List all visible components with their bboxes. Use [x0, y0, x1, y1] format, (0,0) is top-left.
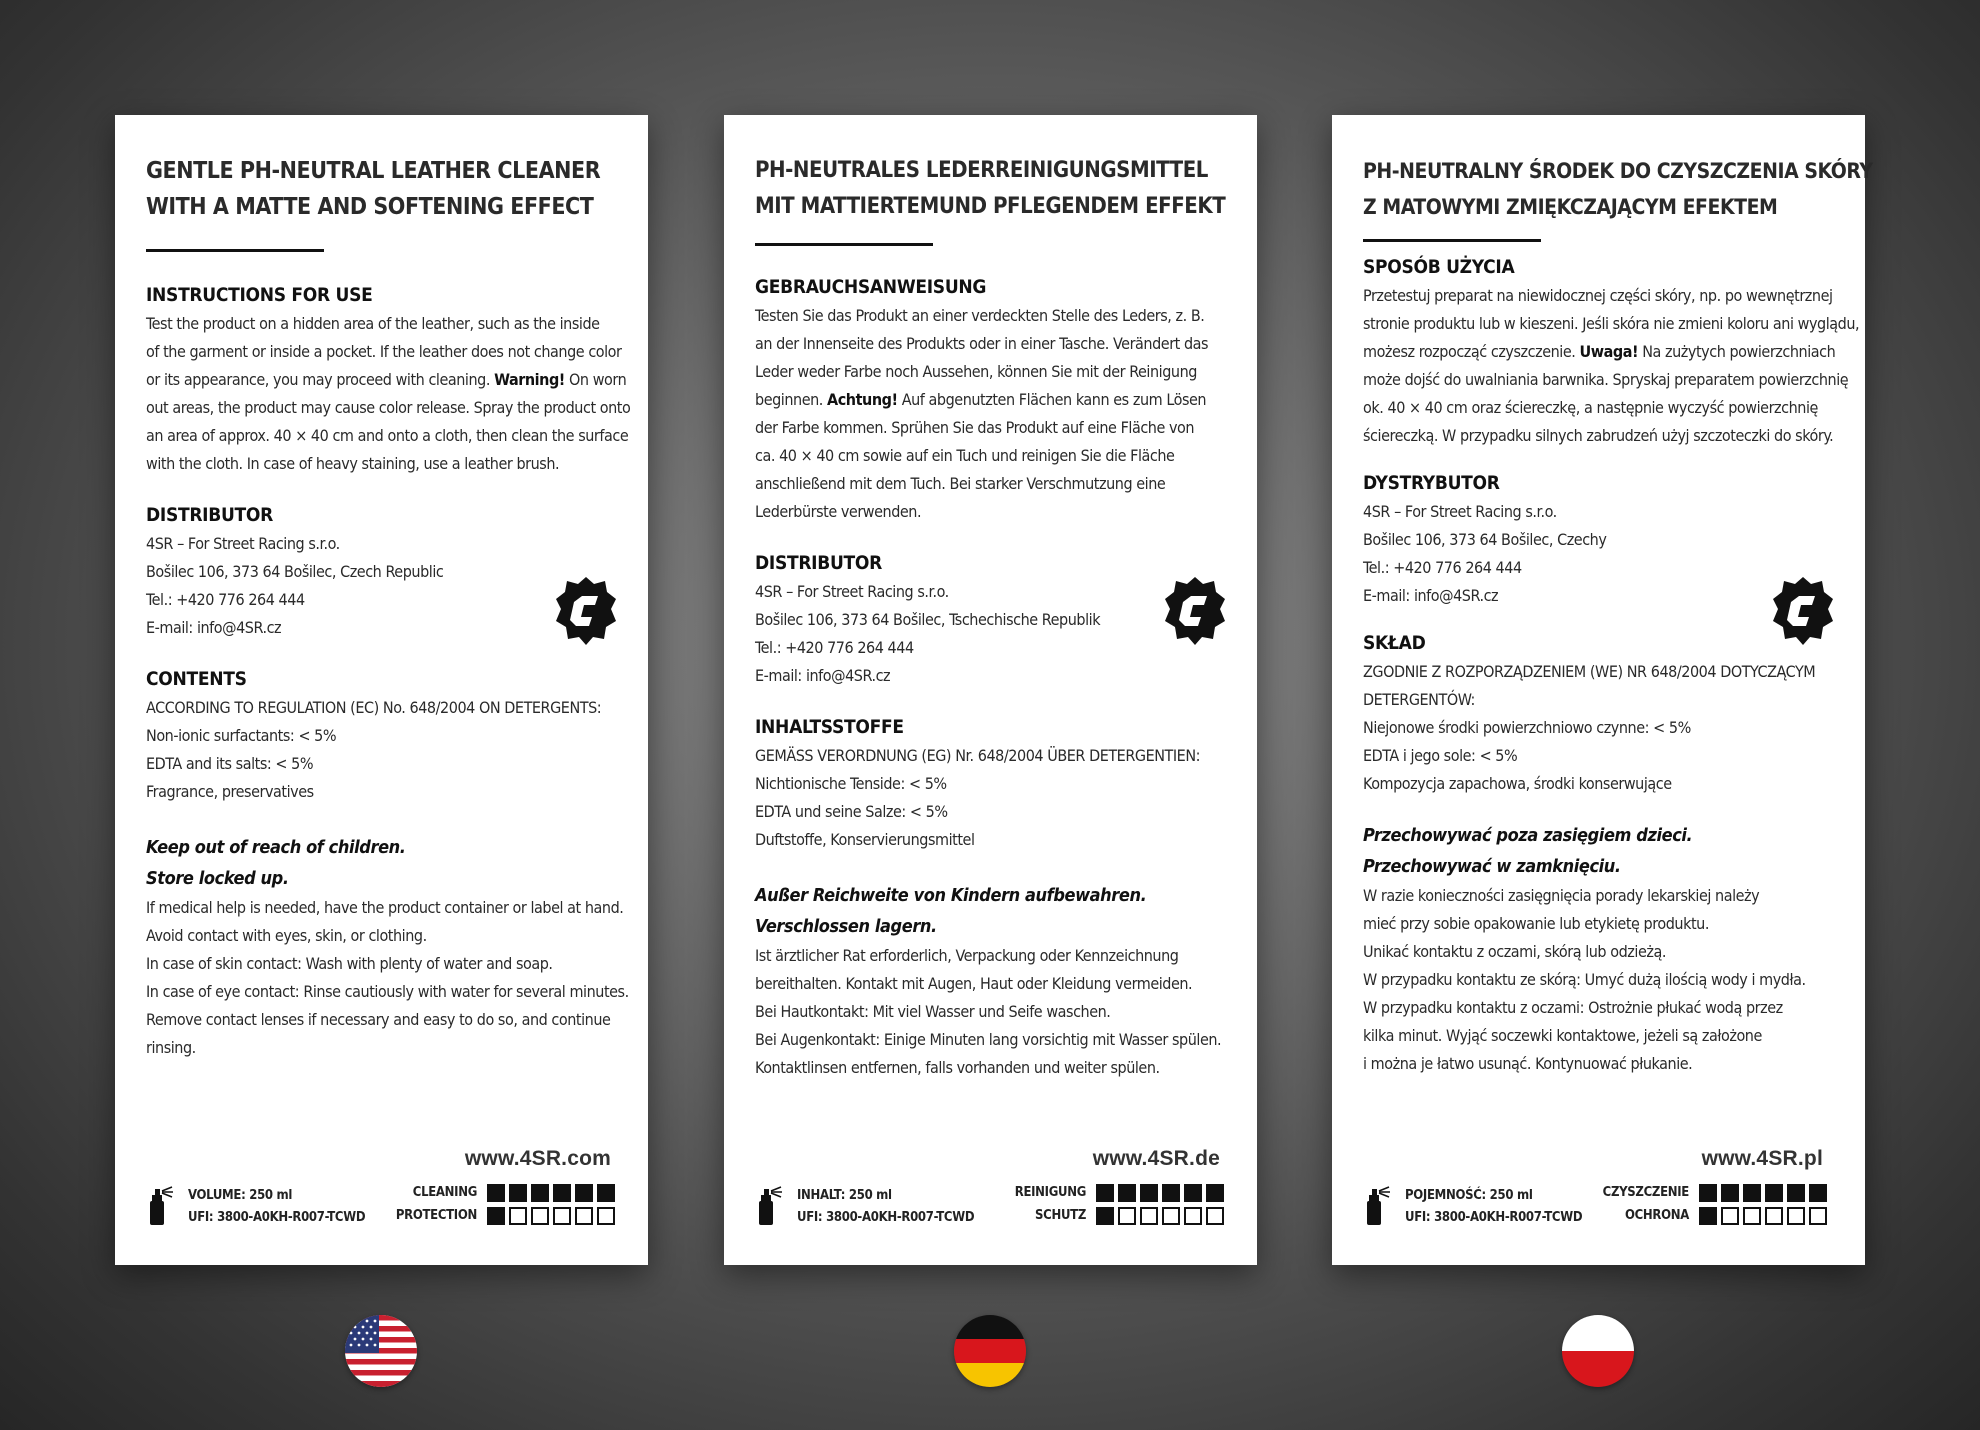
poland-flag-icon: [1562, 1315, 1634, 1387]
text-line: W przypadku kontaktu ze skórą: Umyć dużą ilością wody i mydła.: [1363, 970, 1806, 989]
text-line: może dojść do uwalniania barwnika. Spryskaj preparatem powierzchnię: [1363, 370, 1849, 389]
text-line: 4SR – For Street Racing s.r.o.: [146, 534, 340, 553]
title-line: MIT MATTIERTEMUND PFLEGENDEM EFFEKT: [755, 194, 1226, 219]
text-line: EDTA i jego sole: < 5%: [1363, 746, 1518, 765]
scale-box-empty: [575, 1207, 593, 1225]
scale-box-empty: [1809, 1207, 1827, 1225]
text-line: Nichtionische Tenside: < 5%: [755, 774, 947, 793]
text-line: DETERGENTÓW:: [1363, 690, 1475, 709]
volume-text: VOLUME: 250 ml: [188, 1188, 293, 1203]
text-line: W razie konieczności zasięgnięcia porady lekarskiej należy: [1363, 886, 1760, 905]
title-divider: [146, 249, 324, 252]
scale-box-empty: [1118, 1207, 1136, 1225]
title-line: PH-NEUTRALNY ŚRODEK DO CZYSZCZENIA SKÓRY: [1363, 159, 1873, 183]
text-line: 4SR – For Street Racing s.r.o.: [755, 582, 949, 601]
scale-row-cleaning: [396, 1181, 615, 1204]
text-line: anschließend mit dem Tuch. Bei starker Verschmutzung eine: [755, 474, 1166, 493]
scale-box-filled: [1765, 1184, 1783, 1202]
instructions-heading: INSTRUCTIONS FOR USE: [146, 284, 373, 306]
scale-boxes: [483, 1207, 615, 1225]
scale-box-filled: [1162, 1184, 1180, 1202]
distributor-heading: DISTRIBUTOR: [146, 504, 274, 526]
text-line: Ist ärztlicher Rat erforderlich, Verpackung oder Kennzeichnung: [755, 946, 1179, 965]
volume-info: [1405, 1185, 1582, 1229]
volume-info: [188, 1185, 365, 1229]
warning-lines: [146, 894, 629, 1062]
spray-can-icon: [1363, 1185, 1391, 1227]
spray-can-icon: [146, 1185, 174, 1227]
scale-boxes: [1092, 1184, 1224, 1202]
text-line: ACCORDING TO REGULATION (EC) No. 648/2004 ON DETERGENTS:: [146, 698, 602, 717]
warning-section: [146, 832, 629, 1062]
scales: [1603, 1181, 1827, 1227]
text-line: Non-ionic surfactants: < 5%: [146, 726, 337, 745]
warning-lines: [1363, 882, 1853, 1078]
spray-can-icon: [755, 1185, 783, 1227]
instructions-section: [755, 276, 1235, 526]
instructions-section: [146, 284, 631, 478]
instructions-section: [1363, 256, 1860, 450]
scale-box-filled: [487, 1207, 505, 1225]
text-line: Test the product on a hidden area of the leather, such as the inside: [146, 314, 600, 333]
scale-box-empty: [1140, 1207, 1158, 1225]
text-line: In case of eye contact: Rinse cautiously with water for several minutes.: [146, 982, 629, 1001]
instructions-heading: SPOSÓB UŻYCIA: [1363, 256, 1515, 278]
warning-section: [1363, 820, 1853, 1078]
leather-c-logo-icon: [1771, 575, 1835, 647]
distributor-heading: DYSTRYBUTOR: [1363, 472, 1500, 494]
instructions-heading: GEBRAUCHSANWEISUNG: [755, 276, 987, 298]
scale-boxes: [1695, 1184, 1827, 1202]
text-line: bereithalten. Kontakt mit Augen, Haut oder Kleidung vermeiden.: [755, 974, 1193, 993]
title-line: Z MATOWYMI ZMIĘKCZAJĄCYM EFEKTEM: [1363, 195, 1778, 219]
scale-box-filled: [509, 1184, 527, 1202]
text-line: i można je łatwo usunąć. Kontynuować płukanie.: [1363, 1054, 1693, 1073]
contents-section: [1363, 632, 1853, 798]
usa-flag-icon: [345, 1315, 417, 1387]
scale-row-cleaning: [1603, 1181, 1827, 1204]
scale-box-filled: [575, 1184, 593, 1202]
text-line: ca. 40 × 40 cm sowie auf ein Tuch und reinigen Sie die Fläche: [755, 446, 1175, 465]
scale-box-filled: [1184, 1184, 1202, 1202]
scale-box-filled: [1743, 1184, 1761, 1202]
scale-box-filled: [531, 1184, 549, 1202]
text-line: Tel.: +420 776 264 444: [755, 638, 914, 657]
germany-flag-icon: [954, 1315, 1026, 1387]
scale-box-empty: [1206, 1207, 1224, 1225]
warning-section: [755, 880, 1235, 1082]
text-line: mieć przy sobie opakowanie lub etykietę produktu.: [1363, 914, 1709, 933]
warning-title: Keep out of reach of children.: [146, 837, 406, 858]
warning-title: Verschlossen lagern.: [755, 916, 937, 937]
scales: [1015, 1181, 1224, 1227]
label-footer: [1363, 1181, 1827, 1231]
text-line: with the cloth. In case of heavy staining, use a leather brush.: [146, 454, 560, 473]
text-line: Bošilec 106, 373 64 Bošilec, Czechy: [1363, 530, 1607, 549]
ufi-text: UFI: 3800-A0KH-R007-TCWD: [188, 1210, 366, 1225]
title-divider: [1363, 239, 1541, 242]
text-line: Unikać kontaktu z oczami, skórą lub odzieżą.: [1363, 942, 1666, 961]
scale-box-filled: [1096, 1207, 1114, 1225]
warning-title: Store locked up.: [146, 868, 289, 889]
scale-box-empty: [553, 1207, 571, 1225]
scale-box-empty: [1721, 1207, 1739, 1225]
scale-row-protection: [1603, 1204, 1827, 1227]
label-polish: [1332, 115, 1873, 1265]
text-line: Leder weder Farbe noch Aussehen, können Sie mit der Reinigung: [755, 362, 1197, 381]
title-line: PH-NEUTRALES LEDERREINIGUNGSMITTEL: [755, 158, 1208, 183]
scale-box-filled: [487, 1184, 505, 1202]
text-line: Tel.: +420 776 264 444: [1363, 558, 1522, 577]
volume-info: [797, 1185, 974, 1229]
warning-title: Przechowywać poza zasięgiem dzieci.: [1363, 825, 1693, 846]
text-line: możesz rozpocząć czyszczenie. Uwaga! Na zużytych powierzchniach: [1363, 342, 1836, 361]
text-line: of the garment or inside a pocket. If the leather does not change color: [146, 342, 622, 361]
text-line: Remove contact lenses if necessary and easy to do so, and continue: [146, 1010, 611, 1029]
contents-lines: [1363, 658, 1853, 798]
scale-box-empty: [509, 1207, 527, 1225]
scale-box-filled: [1721, 1184, 1739, 1202]
scale-box-empty: [531, 1207, 549, 1225]
contents-heading: INHALTSSTOFFE: [755, 716, 904, 738]
scale-label: PROTECTION: [395, 1208, 477, 1223]
text-line: an area of approx. 40 × 40 cm and onto a cloth, then clean the surface: [146, 426, 629, 445]
scale-box-empty: [1787, 1207, 1805, 1225]
scale-box-filled: [1809, 1184, 1827, 1202]
volume-text: INHALT: 250 ml: [797, 1188, 892, 1203]
label-english: [115, 115, 648, 1265]
text-line: Kompozycja zapachowa, środki konserwujące: [1363, 774, 1672, 793]
scale-row-protection: [396, 1204, 615, 1227]
contents-section: [146, 668, 626, 806]
scale-label: CLEANING: [412, 1185, 477, 1200]
scale-box-filled: [1096, 1184, 1114, 1202]
leather-c-logo-icon: [1163, 575, 1227, 647]
text-line: ściereczką. W przypadku silnych zabrudzeń użyj szczoteczki do skóry.: [1363, 426, 1834, 445]
distributor-heading: DISTRIBUTOR: [755, 552, 883, 574]
scale-box-empty: [1162, 1207, 1180, 1225]
text-line: Niejonowe środki powierzchniowo czynne: < 5%: [1363, 718, 1691, 737]
text-line: ok. 40 × 40 cm oraz ściereczkę, a następnie wyczyść powierzchnię: [1363, 398, 1818, 417]
text-line: beginnen. Achtung! Auf abgenutzten Flächen kann es zum Lösen: [755, 390, 1207, 409]
text-line: Bei Augenkontakt: Einige Minuten lang vorsichtig mit Wasser spülen.: [755, 1030, 1222, 1049]
scale-box-filled: [553, 1184, 571, 1202]
label-title: [1363, 153, 1873, 225]
text-line: Avoid contact with eyes, skin, or clothing.: [146, 926, 427, 945]
scale-box-filled: [1118, 1184, 1136, 1202]
scale-box-empty: [1743, 1207, 1761, 1225]
text-line: Kontaktlinsen entfernen, falls vorhanden und weiter spülen.: [755, 1058, 1160, 1077]
ufi-text: UFI: 3800-A0KH-R007-TCWD: [1405, 1210, 1583, 1225]
website-link[interactable]: www.4SR.com: [464, 1147, 611, 1170]
label-title: [146, 153, 626, 225]
text-line: out areas, the product may cause color release. Spray the product onto: [146, 398, 631, 417]
scale-box-filled: [597, 1184, 615, 1202]
text-line: GEMÄSS VERORDNUNG (EG) Nr. 648/2004 ÜBER DETERGENTIEN:: [755, 746, 1201, 765]
warning-lines: [755, 942, 1235, 1082]
contents-lines: [146, 694, 626, 806]
warning-title: Przechowywać w zamknięciu.: [1363, 856, 1621, 877]
scale-box-empty: [1184, 1207, 1202, 1225]
scale-box-filled: [1787, 1184, 1805, 1202]
text-line: E-mail: info@4SR.cz: [146, 618, 282, 637]
contents-heading: CONTENTS: [146, 668, 247, 690]
contents-lines: [755, 742, 1235, 854]
instructions-lines: [755, 302, 1235, 526]
text-line: der Farbe kommen. Sprühen Sie das Produkt auf eine Fläche von: [755, 418, 1195, 437]
volume-text: POJEMNOŚĆ: 250 ml: [1405, 1188, 1533, 1203]
warning-title: Außer Reichweite von Kindern aufbewahren.: [755, 885, 1147, 906]
scale-box-empty: [597, 1207, 615, 1225]
text-line: Testen Sie das Produkt an einer verdeckten Stelle des Leders, z. B.: [755, 306, 1205, 325]
text-line: Przetestuj preparat na niewidocznej części skóry, np. po wewnętrznej: [1363, 286, 1833, 305]
text-line: E-mail: info@4SR.cz: [755, 666, 891, 685]
instructions-lines: [1363, 282, 1860, 450]
text-line: an der Innenseite des Produkts oder in einer Tasche. Verändert das: [755, 334, 1209, 353]
text-line: stronie produktu lub w kieszeni. Jeśli skóra nie zmieni koloru ani wyglądu,: [1363, 314, 1860, 333]
label-footer: [146, 1181, 615, 1231]
text-line: Duftstoffe, Konservierungsmittel: [755, 830, 975, 849]
scale-boxes: [1092, 1207, 1224, 1225]
ufi-text: UFI: 3800-A0KH-R007-TCWD: [797, 1210, 975, 1225]
text-line: W przypadku kontaktu z oczami: Ostrożnie płukać wodą przez: [1363, 998, 1783, 1017]
text-line: Bei Hautkontakt: Mit viel Wasser und Seife waschen.: [755, 1002, 1111, 1021]
scale-box-filled: [1699, 1184, 1717, 1202]
scale-boxes: [483, 1184, 615, 1202]
title-line: WITH A MATTE AND SOFTENING EFFECT: [146, 194, 594, 220]
instructions-lines: [146, 310, 631, 478]
title-divider: [755, 243, 933, 246]
scale-boxes: [1695, 1207, 1827, 1225]
text-line: 4SR – For Street Racing s.r.o.: [1363, 502, 1557, 521]
title-line: GENTLE PH-NEUTRAL LEATHER CLEANER: [146, 158, 601, 184]
contents-heading: SKŁAD: [1363, 632, 1426, 654]
scales: [396, 1181, 615, 1227]
scale-box-filled: [1699, 1207, 1717, 1225]
leather-c-logo-icon: [554, 575, 618, 647]
website-link[interactable]: www.4SR.pl: [1701, 1147, 1823, 1170]
text-line: ZGODNIE Z ROZPORZĄDZENIEM (WE) NR 648/2004 DOTYCZĄCYM: [1363, 662, 1816, 681]
label-footer: [755, 1181, 1224, 1231]
scale-row-protection: [1015, 1204, 1224, 1227]
text-line: or its appearance, you may proceed with cleaning. Warning! On worn: [146, 370, 627, 389]
text-line: Lederbürste verwenden.: [755, 502, 922, 521]
text-line: E-mail: info@4SR.cz: [1363, 586, 1499, 605]
text-line: Tel.: +420 776 264 444: [146, 590, 305, 609]
label-german: [724, 115, 1257, 1265]
text-line: rinsing.: [146, 1038, 196, 1057]
text-line: Bošilec 106, 373 64 Bošilec, Tschechische Republik: [755, 610, 1101, 629]
scale-label: REINIGUNG: [1014, 1185, 1086, 1200]
text-line: In case of skin contact: Wash with plenty of water and soap.: [146, 954, 553, 973]
scale-box-empty: [1765, 1207, 1783, 1225]
scale-label: OCHRONA: [1625, 1208, 1689, 1223]
website-link[interactable]: www.4SR.de: [1092, 1147, 1220, 1170]
scale-label: SCHUTZ: [1035, 1208, 1086, 1223]
contents-section: [755, 716, 1235, 854]
text-line: Bošilec 106, 373 64 Bošilec, Czech Republic: [146, 562, 444, 581]
text-line: EDTA and its salts: < 5%: [146, 754, 314, 773]
scale-box-filled: [1140, 1184, 1158, 1202]
scale-row-cleaning: [1015, 1181, 1224, 1204]
label-title: [755, 153, 1235, 225]
scale-label: CZYSZCZENIE: [1602, 1185, 1689, 1200]
text-line: EDTA und seine Salze: < 5%: [755, 802, 948, 821]
text-line: kilka minut. Wyjąć soczewki kontaktowe, jeżeli są założone: [1363, 1026, 1762, 1045]
text-line: If medical help is needed, have the product container or label at hand.: [146, 898, 624, 917]
text-line: Fragrance, preservatives: [146, 782, 314, 801]
scale-box-filled: [1206, 1184, 1224, 1202]
